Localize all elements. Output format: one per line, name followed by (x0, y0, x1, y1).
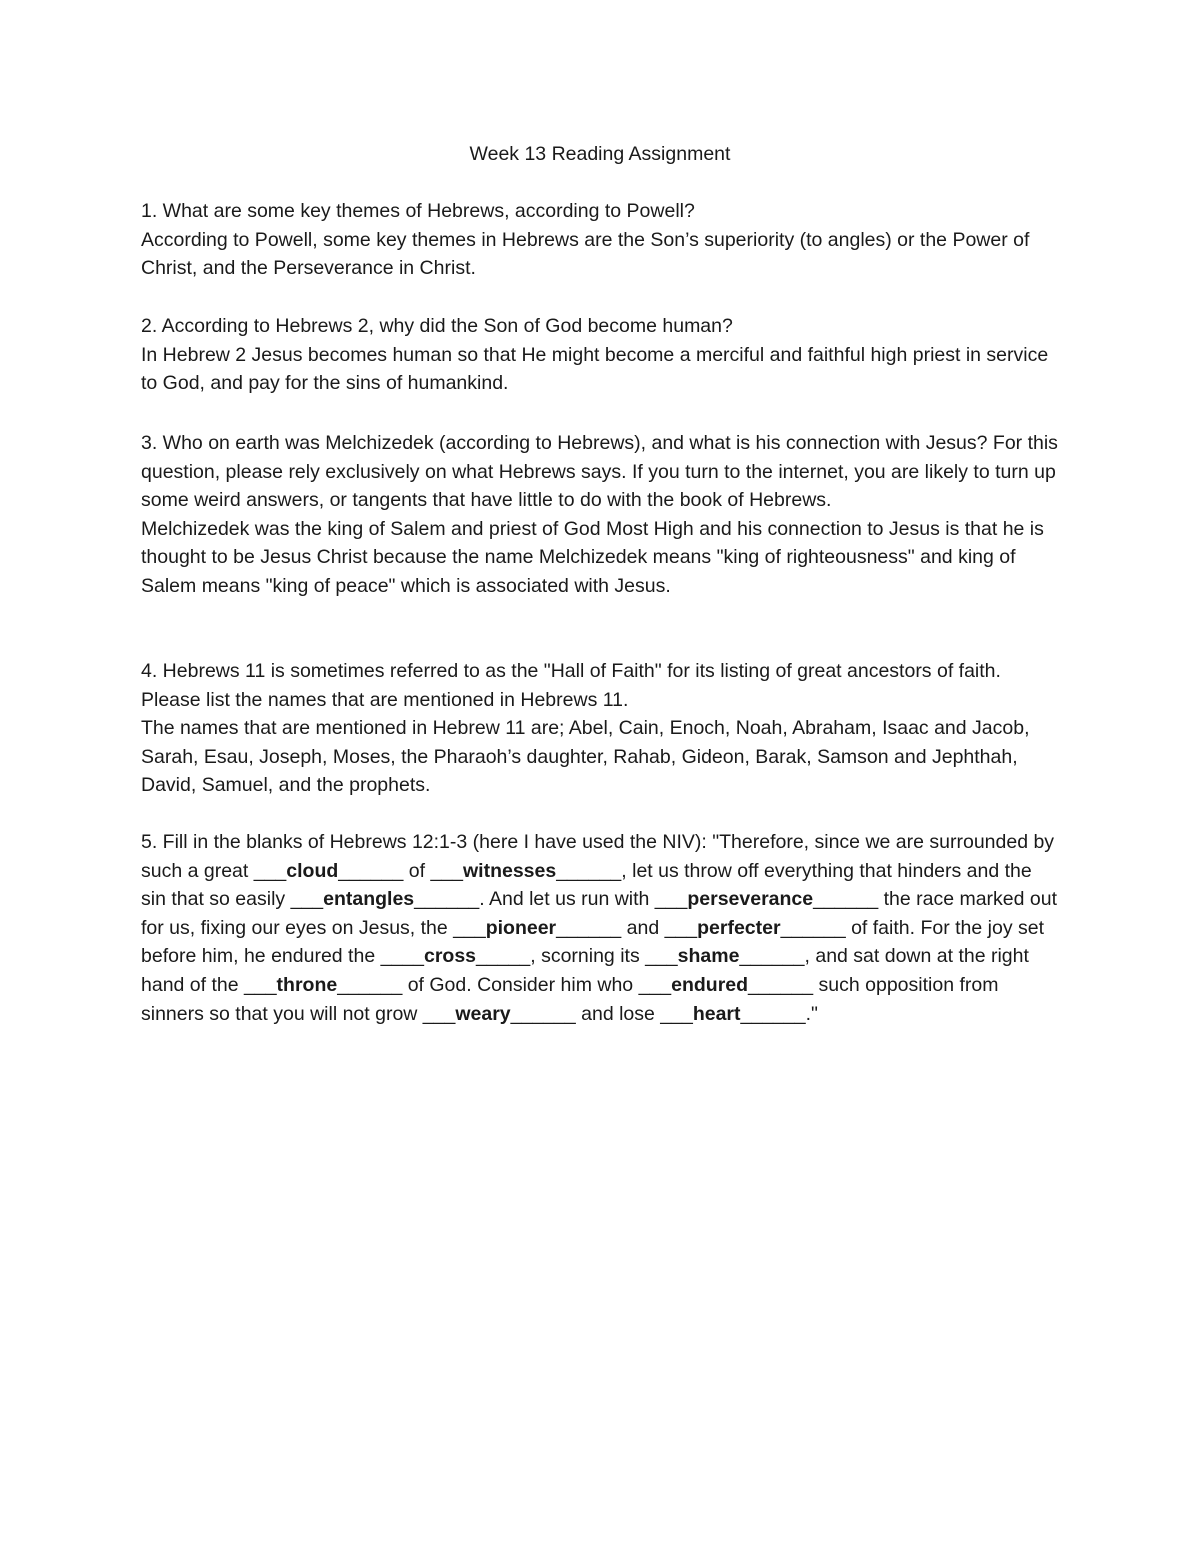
fill-text: _____, scorning its ___ (476, 945, 678, 968)
fill-text: ______, let us throw off everything that hinders and the sin that so easily ___ (141, 859, 1032, 911)
fill-answer-word: weary (455, 1002, 511, 1025)
answer-1-text: According to Powell, some key themes in Hebrews are the Son’s superiority (to angles) or the Power of Christ, and the Perseverance in Christ. (141, 228, 1030, 280)
fill-answer-word: heart (692, 1002, 741, 1025)
question-4-text: 4. Hebrews 11 is sometimes referred to as the "Hall of Faith" for its listing of great ancestors of faith. Please list the names that are mentioned in Hebrews 11. (141, 660, 1001, 711)
fill-answer-word: witnesses (462, 859, 557, 882)
question-1-text: 1. What are some key themes of Hebrews, according to Powell? (141, 200, 695, 222)
fill-text: ______ the race marked out for us, fixing our eyes on Jesus, the ___ (141, 888, 1058, 939)
answer-3-text: Melchizedek was the king of Salem and priest of God Most High and his connection to Jesus is that he is thought to be Jesus Christ because the name Melchizedek means "king of righteousness" and king of Salem means "king of peace" which is associated with Jesus. (141, 517, 1044, 597)
question-1-block (141, 197, 1061, 283)
question-2-block (141, 312, 1061, 398)
fill-answer-word: cross (423, 945, 477, 968)
fill-answer-word: perseverance (687, 888, 814, 911)
question-3-text: 3. Who on earth was Melchizedek (according to Hebrews), and what is his connection with Jesus? For this question, please rely exclusively on what Hebrews says. If you turn to the internet, you are likely to turn up some weird answers, or tangents that have little to do with the book of Hebrews. (141, 432, 1058, 512)
fill-answer-word: perfecter (697, 916, 781, 939)
fill-text: ______ of God. Consider him who ___ (337, 973, 672, 996)
answer-2-text: In Hebrew 2 Jesus becomes human so that He might become a merciful and faithful high priest in service to God, and pay for the sins of humankind. (141, 343, 1049, 395)
fill-text: ______." (740, 1002, 818, 1025)
page-title: Week 13 Reading Assignment (469, 143, 731, 165)
fill-answer-word: shame (677, 945, 740, 968)
fill-text: ______ and ___ (556, 916, 698, 939)
fill-answer-word: cloud (286, 859, 339, 882)
fill-text: ______ such opposition from sinners so that you will not grow ___ (141, 973, 999, 1025)
fill-text: ______, and sat down at the right hand of the ___ (141, 945, 1029, 996)
question-2-text: 2. According to Hebrews 2, why did the Son of God become human? (141, 315, 733, 337)
fill-text: ______. And let us run with ___ (414, 888, 688, 911)
fill-answer-word: endured (671, 973, 749, 996)
fill-text: ______ of ___ (338, 859, 463, 882)
answer-4-text: The names that are mentioned in Hebrew 11 are; Abel, Cain, Enoch, Noah, Abraham, Isaac and Jacob, Sarah, Esau, Joseph, Moses, the Pharaoh’s daughter, Rahab, Gideon, Barak, Samson and Jephthah, David, Samuel, and the prophets. (141, 717, 1030, 797)
fill-text: ______ of faith. For the joy set before him, he endured the ____ (141, 916, 1045, 968)
question-5-block (141, 828, 1061, 1028)
question-5-fill-in-text (141, 828, 1061, 1028)
fill-answer-word: entangles (323, 888, 415, 911)
fill-text: ______ and lose ___ (510, 1002, 693, 1025)
fill-text: 5. Fill in the blanks of Hebrews 12:1-3 (here I have used the NIV): "Therefore, since we are surrounded by such a great ___ (141, 831, 1055, 882)
fill-answer-word: throne (276, 973, 338, 996)
fill-answer-word: pioneer (485, 916, 557, 939)
question-3-block (141, 429, 1061, 601)
question-4-block (141, 657, 1061, 800)
